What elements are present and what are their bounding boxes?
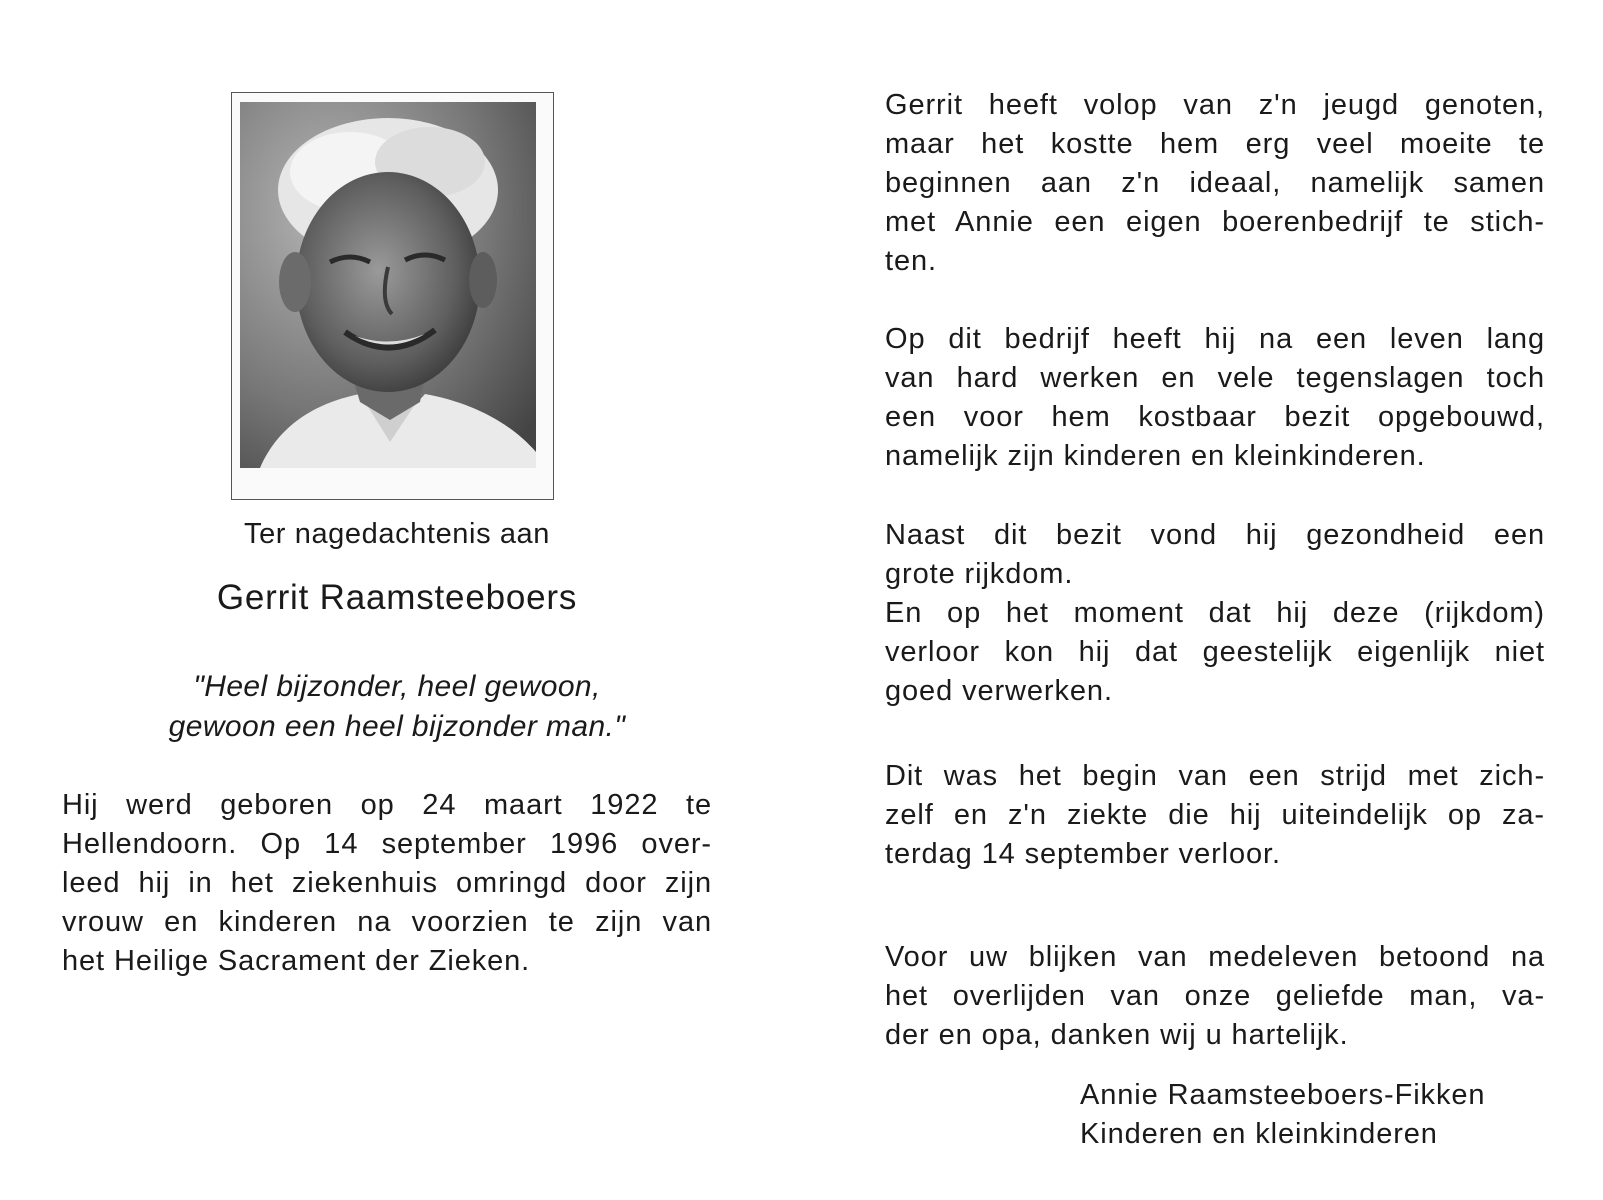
paragraph-line: een voor hem kostbaar bezit opgebouwd, — [885, 401, 1545, 433]
paragraph-line: grote rijkdom. — [885, 558, 1074, 590]
quote — [62, 667, 732, 747]
paragraph-struggle — [885, 757, 1545, 874]
paragraph-line: Gerrit heeft volop van z'n jeugd genoten, — [885, 89, 1545, 121]
paragraph-youth — [885, 86, 1545, 281]
biography — [62, 786, 712, 981]
quote-line: gewoon een heel bijzonder man." — [168, 710, 626, 743]
signature-line: Kinderen en kleinkinderen — [1080, 1118, 1438, 1150]
paragraph-line: met Annie een eigen boerenbedrijf te stich- — [885, 206, 1545, 238]
paragraph-line: ten. — [885, 245, 937, 277]
paragraph-line: En op het moment dat hij deze (rijkdom) — [885, 597, 1545, 629]
paragraph-line: beginnen aan z'n ideaal, namelijk samen — [885, 167, 1545, 199]
paragraph-line: verloor kon hij dat geestelijk eigenlijk niet — [885, 636, 1545, 668]
portrait-frame — [231, 92, 554, 500]
paragraph-farm — [885, 320, 1545, 476]
paragraph-line: het overlijden van onze geliefde man, va- — [885, 980, 1545, 1012]
paragraph-health — [885, 516, 1545, 711]
paragraph-line: Voor uw blijken van medeleven betoond na — [885, 941, 1545, 973]
bio-line: vrouw en kinderen na voorzien te zijn van — [62, 906, 712, 938]
paragraph-line: van hard werken en vele tegenslagen toch — [885, 362, 1545, 394]
paragraph-line: Op dit bedrijf heeft hij na een leven lang — [885, 323, 1545, 355]
bio-line: leed hij in het ziekenhuis omringd door zijn — [62, 867, 712, 899]
quote-line: "Heel bijzonder, heel gewoon, — [193, 670, 601, 703]
paragraph-line: der en opa, danken wij u hartelijk. — [885, 1019, 1349, 1051]
paragraph-line: Dit was het begin van een strijd met zich- — [885, 760, 1545, 792]
signature — [1080, 1076, 1485, 1154]
intro-text: Ter nagedachtenis aan — [243, 518, 551, 550]
paragraph-line: maar het kostte hem erg veel moeite te — [885, 128, 1545, 160]
paragraph-line: terdag 14 september verloor. — [885, 838, 1281, 870]
paragraph-line: goed verwerken. — [885, 675, 1113, 707]
deceased-name: Gerrit Raamsteeboers — [216, 578, 578, 617]
bio-line: Hij werd geboren op 24 maart 1922 te — [62, 789, 712, 821]
paragraph-line: zelf en z'n ziekte die hij uiteindelijk op za- — [885, 799, 1545, 831]
signature-line: Annie Raamsteeboers-Fikken — [1080, 1079, 1486, 1111]
paragraph-thanks — [885, 938, 1545, 1055]
bio-line: Hellendoorn. Op 14 september 1996 over- — [62, 828, 712, 860]
paragraph-line: namelijk zijn kinderen en kleinkinderen. — [885, 440, 1426, 472]
portrait-photo — [240, 102, 536, 468]
bio-line: het Heilige Sacrament der Zieken. — [62, 945, 531, 977]
paragraph-line: Naast dit bezit vond hij gezondheid een — [885, 519, 1545, 551]
